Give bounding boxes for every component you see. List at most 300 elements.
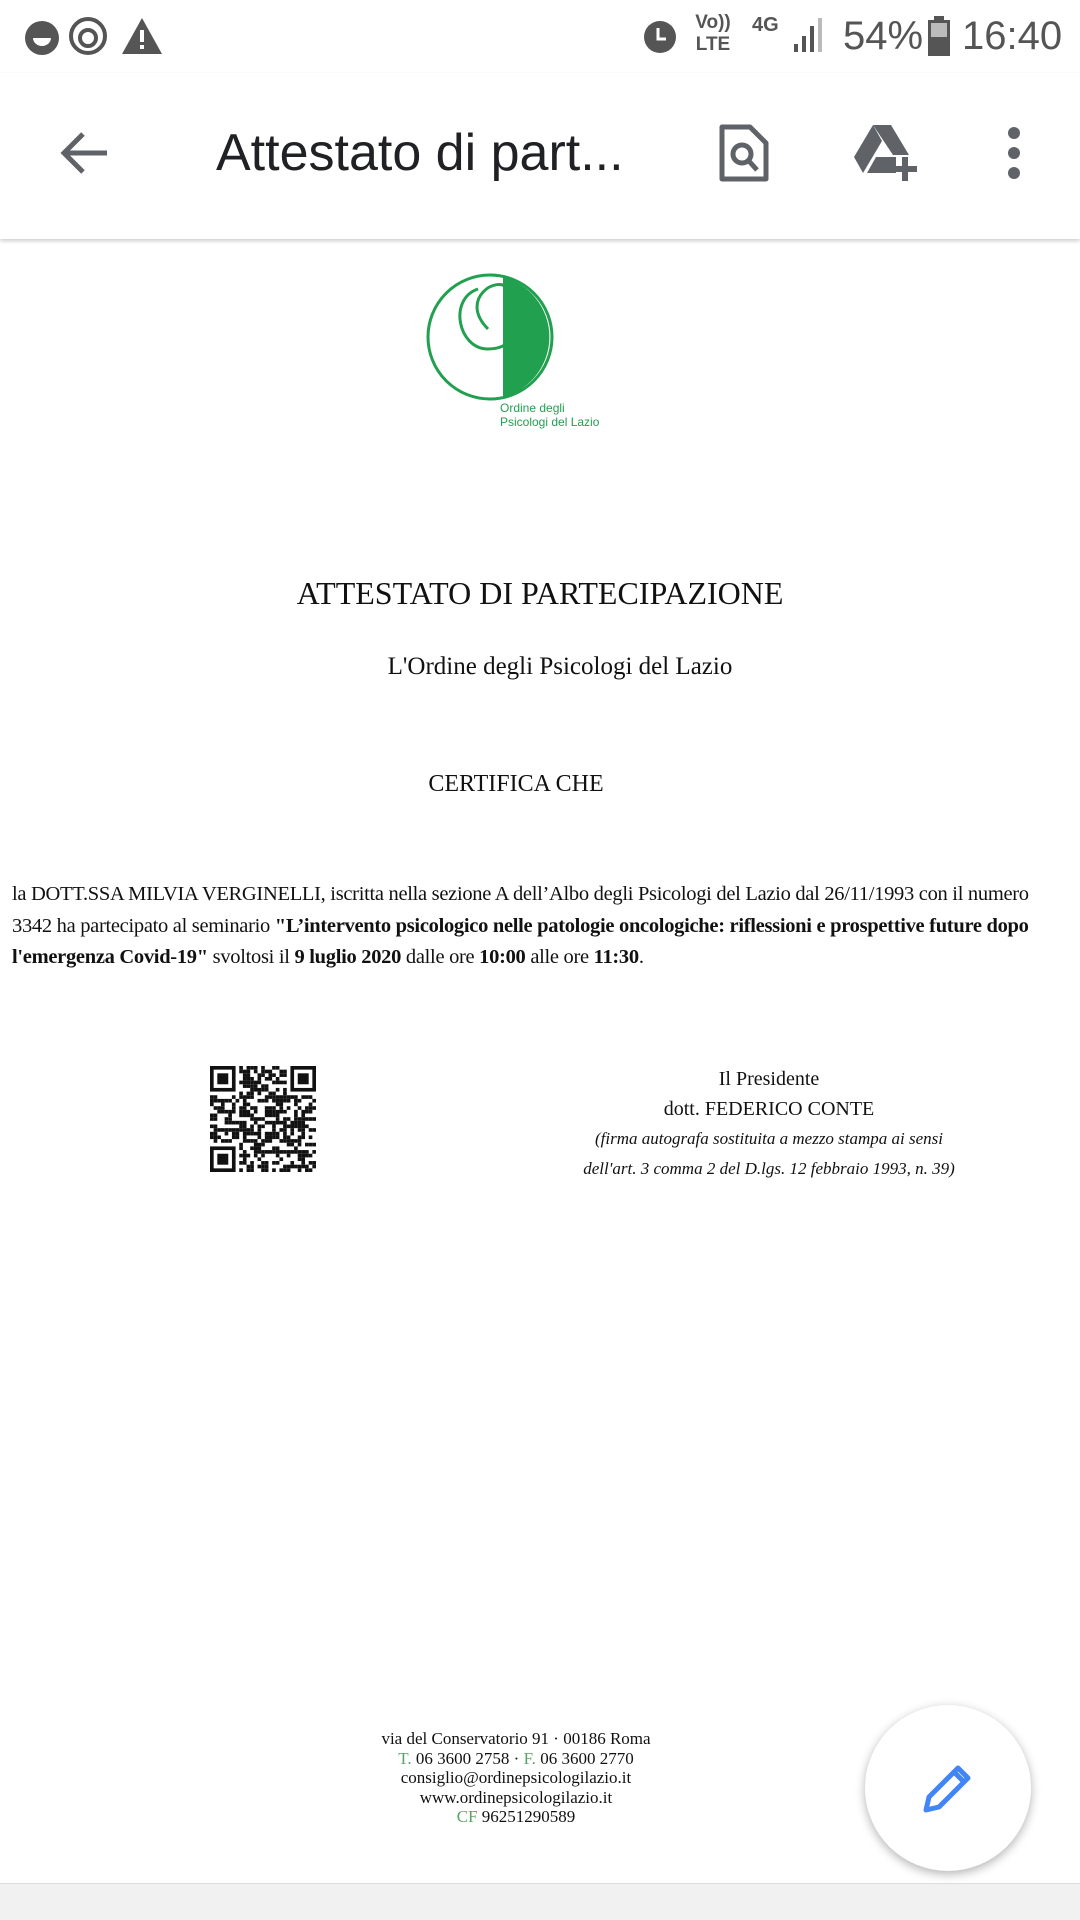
- app-toolbar: [0, 73, 1080, 239]
- qr-module: [276, 1121, 280, 1125]
- battery-percent: 54%: [843, 14, 924, 58]
- qr-module: [243, 1073, 247, 1077]
- qr-module: [294, 1139, 298, 1143]
- qr-module: [221, 1128, 225, 1132]
- qr-module: [243, 1099, 247, 1103]
- qr-module: [276, 1154, 280, 1158]
- qr-module: [283, 1165, 287, 1169]
- qr-module: [254, 1150, 258, 1154]
- qr-module: [287, 1168, 291, 1172]
- network-type: 4G: [752, 14, 779, 36]
- qr-module: [298, 1150, 302, 1154]
- qr-finder: [298, 1073, 309, 1084]
- qr-module: [272, 1146, 276, 1150]
- qr-module: [250, 1132, 254, 1136]
- qr-module: [283, 1081, 287, 1085]
- qr-module: [239, 1110, 243, 1114]
- qr-module: [290, 1124, 294, 1128]
- qr-module: [294, 1124, 298, 1128]
- qr-module: [276, 1117, 280, 1121]
- qr-module: [290, 1095, 294, 1099]
- qr-module: [254, 1088, 258, 1092]
- qr-module: [272, 1161, 276, 1165]
- back-button[interactable]: [44, 113, 124, 193]
- qr-module: [283, 1139, 287, 1143]
- qr-module: [239, 1081, 243, 1085]
- edit-fab[interactable]: [865, 1705, 1031, 1871]
- qr-module: [254, 1139, 258, 1143]
- qr-module: [294, 1121, 298, 1125]
- qr-module: [232, 1135, 236, 1139]
- qr-module: [312, 1150, 316, 1154]
- qr-module: [276, 1103, 280, 1107]
- body-text: svoltosi il: [207, 946, 295, 968]
- qr-module: [309, 1095, 313, 1099]
- qr-module: [290, 1128, 294, 1132]
- qr-module: [268, 1077, 272, 1081]
- qr-module: [268, 1106, 272, 1110]
- status-bar: [0, 0, 1080, 73]
- qr-module: [265, 1110, 269, 1114]
- qr-module: [258, 1088, 262, 1092]
- qr-module: [261, 1139, 265, 1143]
- qr-module: [272, 1124, 276, 1128]
- qr-module: [298, 1121, 302, 1125]
- qr-module: [250, 1114, 254, 1118]
- qr-module: [243, 1121, 247, 1125]
- document-title: Attestato di part...: [216, 124, 624, 182]
- qr-module: [261, 1143, 265, 1147]
- qr-module: [225, 1132, 229, 1136]
- qr-module: [287, 1106, 291, 1110]
- qr-module: [305, 1106, 309, 1110]
- qr-module: [250, 1095, 254, 1099]
- qr-module: [290, 1161, 294, 1165]
- qr-module: [301, 1124, 305, 1128]
- qr-module: [287, 1143, 291, 1147]
- qr-module: [301, 1161, 305, 1165]
- qr-module: [276, 1150, 280, 1154]
- qr-module: [217, 1135, 221, 1139]
- qr-module: [272, 1066, 276, 1070]
- qr-module: [265, 1106, 269, 1110]
- qr-module: [247, 1139, 251, 1143]
- footer-email: consiglio@ordinepsicologilazio.it: [400, 1768, 632, 1787]
- qr-module: [268, 1095, 272, 1099]
- qr-module: [258, 1150, 262, 1154]
- back-arrow-icon: [59, 128, 109, 178]
- president-role: Il Presidente: [718, 1068, 820, 1090]
- qr-module: [243, 1150, 247, 1154]
- qr-module: [287, 1150, 291, 1154]
- add-to-drive-button[interactable]: [848, 113, 928, 193]
- qr-module: [243, 1081, 247, 1085]
- qr-module: [254, 1154, 258, 1158]
- qr-module: [221, 1106, 225, 1110]
- document-footer: [286, 1729, 746, 1827]
- qr-module: [214, 1114, 218, 1118]
- qr-module: [254, 1143, 258, 1147]
- pdf-page: [0, 239, 1080, 1883]
- qr-module: [268, 1150, 272, 1154]
- qr-module: [287, 1117, 291, 1121]
- qr-module: [232, 1095, 236, 1099]
- qr-module: [261, 1124, 265, 1128]
- qr-module: [243, 1095, 247, 1099]
- qr-module: [261, 1165, 265, 1169]
- qr-module: [261, 1088, 265, 1092]
- body-text: dalle ore: [401, 946, 480, 968]
- qr-module: [290, 1143, 294, 1147]
- qr-module: [298, 1157, 302, 1161]
- qr-module: [290, 1139, 294, 1143]
- qr-module: [225, 1139, 229, 1143]
- qr-module: [228, 1110, 232, 1114]
- qr-module: [258, 1143, 262, 1147]
- qr-module: [243, 1103, 247, 1107]
- qr-module: [254, 1110, 258, 1114]
- volte-indicator: Vo)) LTE: [695, 12, 731, 55]
- qr-module: [265, 1095, 269, 1099]
- qr-module: [268, 1092, 272, 1096]
- qr-module: [283, 1150, 287, 1154]
- qr-module: [258, 1128, 262, 1132]
- qr-module: [305, 1165, 309, 1169]
- qr-module: [214, 1095, 218, 1099]
- qr-module: [305, 1168, 309, 1172]
- qr-module: [301, 1110, 305, 1114]
- qr-module: [247, 1128, 251, 1132]
- qr-module: [261, 1084, 265, 1088]
- qr-module: [309, 1168, 313, 1172]
- more-vert-icon: [1004, 125, 1024, 181]
- qr-finder: [217, 1154, 228, 1165]
- qr-module: [243, 1139, 247, 1143]
- qr-module: [272, 1168, 276, 1172]
- qr-module: [210, 1099, 214, 1103]
- qr-module: [239, 1121, 243, 1125]
- qr-module: [210, 1132, 214, 1136]
- qr-module: [279, 1081, 283, 1085]
- warning-icon: [122, 18, 162, 54]
- qr-module: [265, 1150, 269, 1154]
- seminar-title: "L’intervento psicologico nelle patologie oncologiche: riflessioni e prospettive future dopo l'emergenza Covid-19": [12, 914, 1029, 968]
- qr-module: [312, 1106, 316, 1110]
- qr-module: [272, 1135, 276, 1139]
- qr-module: [228, 1099, 232, 1103]
- qr-module: [258, 1077, 262, 1081]
- qr-module: [283, 1092, 287, 1096]
- footer-website: www.ordinepsicologilazio.it: [419, 1787, 613, 1807]
- qr-module: [239, 1143, 243, 1147]
- qr-module: [279, 1070, 283, 1074]
- qr-module: [312, 1143, 316, 1147]
- qr-module: [283, 1095, 287, 1099]
- find-in-page-button[interactable]: [704, 113, 784, 193]
- qr-module: [254, 1070, 258, 1074]
- qr-module: [225, 1121, 229, 1125]
- certifies-label: CERTIFICA CHE: [428, 771, 604, 797]
- fax-number: 06 3600 2770: [535, 1748, 634, 1768]
- qr-module: [290, 1150, 294, 1154]
- qr-module: [247, 1070, 251, 1074]
- qr-module: [283, 1073, 287, 1077]
- qr-module: [214, 1117, 218, 1121]
- qr-module: [276, 1114, 280, 1118]
- qr-module: [214, 1139, 218, 1143]
- qr-module: [265, 1114, 269, 1118]
- qr-module: [305, 1117, 309, 1121]
- qr-module: [272, 1128, 276, 1132]
- qr-module: [210, 1135, 214, 1139]
- qr-module: [272, 1114, 276, 1118]
- qr-module: [225, 1117, 229, 1121]
- qr-module: [290, 1121, 294, 1125]
- qr-module: [210, 1103, 214, 1107]
- qr-module: [268, 1073, 272, 1077]
- qr-module: [298, 1135, 302, 1139]
- qr-module: [250, 1128, 254, 1132]
- qr-module: [254, 1132, 258, 1136]
- qr-module: [309, 1135, 313, 1139]
- qr-module: [210, 1124, 214, 1128]
- qr-module: [261, 1168, 265, 1172]
- qr-module: [265, 1168, 269, 1172]
- qr-module: [250, 1088, 254, 1092]
- phone-label: T.: [398, 1748, 412, 1768]
- qr-module: [210, 1114, 214, 1118]
- qr-module: [225, 1128, 229, 1132]
- qr-module: [214, 1135, 218, 1139]
- qr-module: [279, 1139, 283, 1143]
- qr-module: [210, 1095, 214, 1099]
- qr-module: [305, 1124, 309, 1128]
- qr-module: [279, 1150, 283, 1154]
- qr-module: [217, 1106, 221, 1110]
- qr-module: [283, 1088, 287, 1092]
- qr-module: [228, 1117, 232, 1121]
- qr-module: [247, 1154, 251, 1158]
- qr-module: [250, 1124, 254, 1128]
- certificate-subheading: L'Ordine degli Psicologi del Lazio: [387, 653, 733, 680]
- end-time: 11:30: [593, 946, 639, 968]
- qr-module: [290, 1165, 294, 1169]
- qr-module: [250, 1165, 254, 1169]
- qr-module: [287, 1165, 291, 1169]
- qr-module: [250, 1092, 254, 1096]
- qr-module: [301, 1117, 305, 1121]
- qr-module: [228, 1114, 232, 1118]
- qr-module: [276, 1081, 280, 1085]
- qr-module: [272, 1073, 276, 1077]
- qr-module: [276, 1110, 280, 1114]
- qr-module: [312, 1099, 316, 1103]
- qr-module: [236, 1135, 240, 1139]
- qr-module: [247, 1077, 251, 1081]
- qr-module: [276, 1095, 280, 1099]
- qr-module: [214, 1099, 218, 1103]
- qr-module: [217, 1099, 221, 1103]
- qr-module: [279, 1121, 283, 1125]
- qr-module: [250, 1146, 254, 1150]
- qr-module: [268, 1121, 272, 1125]
- qr-module: [250, 1161, 254, 1165]
- qr-module: [239, 1114, 243, 1118]
- qr-module: [239, 1106, 243, 1110]
- qr-module: [236, 1099, 240, 1103]
- qr-module: [279, 1157, 283, 1161]
- qr-module: [276, 1132, 280, 1136]
- qr-module: [287, 1139, 291, 1143]
- qr-module: [301, 1132, 305, 1136]
- find-in-page-icon: [719, 124, 769, 182]
- logo-text-line: Ordine degli: [500, 401, 565, 415]
- qr-module: [287, 1095, 291, 1099]
- drive-add-icon: [853, 123, 923, 183]
- qr-module: [236, 1128, 240, 1132]
- qr-module: [239, 1128, 243, 1132]
- qr-module: [276, 1088, 280, 1092]
- qr-module: [247, 1092, 251, 1096]
- qr-module: [283, 1110, 287, 1114]
- cf-number: 96251290589: [477, 1807, 576, 1826]
- qr-module: [228, 1121, 232, 1125]
- qr-module: [210, 1117, 214, 1121]
- qr-module: [243, 1124, 247, 1128]
- qr-module: [243, 1106, 247, 1110]
- qr-module: [247, 1168, 251, 1172]
- qr-module: [301, 1165, 305, 1169]
- qr-module: [305, 1095, 309, 1099]
- bottom-bar: [0, 1883, 1080, 1920]
- qr-module: [228, 1139, 232, 1143]
- qr-module: [272, 1092, 276, 1096]
- qr-module: [268, 1135, 272, 1139]
- qr-module: [287, 1135, 291, 1139]
- qr-module: [283, 1121, 287, 1125]
- qr-module: [239, 1146, 243, 1150]
- qr-module: [265, 1165, 269, 1169]
- qr-module: [309, 1110, 313, 1114]
- certificate-body: [12, 879, 1072, 974]
- footer-phone: [286, 1749, 746, 1769]
- qr-module: [243, 1161, 247, 1165]
- qr-module: [298, 1165, 302, 1169]
- qr-module: [265, 1077, 269, 1081]
- qr-module: [243, 1154, 247, 1158]
- qr-module: [250, 1168, 254, 1172]
- qr-module: [247, 1084, 251, 1088]
- more-options-button[interactable]: [974, 113, 1054, 193]
- qr-module: [261, 1161, 265, 1165]
- qr-module: [294, 1114, 298, 1118]
- qr-module: [258, 1099, 262, 1103]
- qr-module: [279, 1168, 283, 1172]
- qr-module: [243, 1110, 247, 1114]
- qr-module: [268, 1132, 272, 1136]
- qr-module: [276, 1099, 280, 1103]
- qr-module: [283, 1117, 287, 1121]
- qr-module: [254, 1106, 258, 1110]
- qr-module: [298, 1139, 302, 1143]
- body-text: alle ore: [525, 946, 594, 968]
- qr-module: [214, 1106, 218, 1110]
- qr-module: [276, 1077, 280, 1081]
- qr-module: [232, 1110, 236, 1114]
- qr-module: [265, 1139, 269, 1143]
- qr-module: [214, 1128, 218, 1132]
- qr-module: [294, 1146, 298, 1150]
- qr-module: [236, 1132, 240, 1136]
- qr-module: [232, 1103, 236, 1107]
- footer-cf: [286, 1807, 746, 1827]
- qr-module: [279, 1106, 283, 1110]
- qr-module: [247, 1132, 251, 1136]
- qr-module: [243, 1084, 247, 1088]
- qr-module: [276, 1146, 280, 1150]
- qr-module: [298, 1143, 302, 1147]
- qr-module: [301, 1154, 305, 1158]
- qr-module: [228, 1128, 232, 1132]
- qr-module: [272, 1106, 276, 1110]
- qr-module: [250, 1077, 254, 1081]
- qr-module: [232, 1132, 236, 1136]
- qr-module: [301, 1150, 305, 1154]
- logo: [418, 269, 618, 439]
- alarm-icon: [640, 16, 680, 56]
- qr-module: [239, 1092, 243, 1096]
- qr-module: [301, 1135, 305, 1139]
- qr-module: [239, 1161, 243, 1165]
- qr-module: [309, 1128, 313, 1132]
- qr-module: [258, 1073, 262, 1077]
- qr-module: [243, 1070, 247, 1074]
- qr-module: [283, 1070, 287, 1074]
- qr-module: [250, 1117, 254, 1121]
- qr-module: [258, 1092, 262, 1096]
- body-text: .: [638, 946, 644, 968]
- qr-module: [258, 1135, 262, 1139]
- qr-module: [232, 1128, 236, 1132]
- qr-module: [279, 1095, 283, 1099]
- qr-module: [243, 1128, 247, 1132]
- qr-module: [283, 1132, 287, 1136]
- signature-note: dell'art. 3 comma 2 del D.lgs. 12 febbraio 1993, n. 39): [583, 1159, 955, 1178]
- signature-note: (firma autografa sostituita a mezzo stampa ai sensi: [594, 1129, 944, 1148]
- qr-module: [301, 1114, 305, 1118]
- qr-module: [261, 1117, 265, 1121]
- qr-module: [279, 1110, 283, 1114]
- qr-module: [221, 1099, 225, 1103]
- qr-module: [247, 1165, 251, 1169]
- qr-module: [214, 1132, 218, 1136]
- qr-module: [298, 1124, 302, 1128]
- qr-module: [265, 1088, 269, 1092]
- president-signature: [519, 1064, 1019, 1184]
- qr-module: [261, 1066, 265, 1070]
- pencil-icon: [918, 1758, 978, 1818]
- qr-module: [261, 1070, 265, 1074]
- qr-module: [298, 1128, 302, 1132]
- qr-module: [305, 1154, 309, 1158]
- qr-module: [301, 1157, 305, 1161]
- battery-icon: [928, 16, 950, 56]
- qr-module: [265, 1121, 269, 1125]
- qr-module: [305, 1150, 309, 1154]
- qr-module: [268, 1110, 272, 1114]
- qr-module: [258, 1132, 262, 1136]
- qr-module: [294, 1165, 298, 1169]
